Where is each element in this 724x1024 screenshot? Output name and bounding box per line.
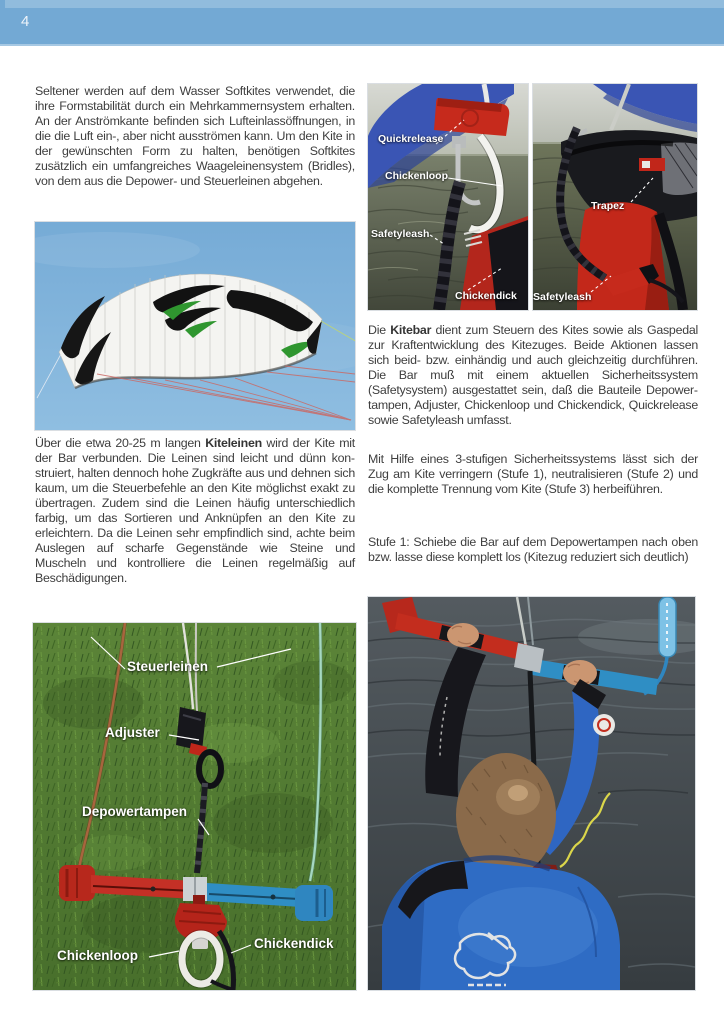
label-chickenloop: Chickenloop: [385, 170, 449, 182]
kitebar-term: Kitebar: [390, 323, 432, 337]
label-adjuster: Adjuster: [105, 725, 160, 740]
label-safetyleash: Safetyleash: [371, 228, 430, 240]
softkite-photo-illustration: [35, 222, 355, 430]
page-header-bar: [0, 0, 724, 46]
header-light-stripe: [5, 0, 724, 8]
harness-detail-photo-left: [368, 84, 528, 310]
label-steuerleinen: Steuerleinen: [127, 659, 209, 674]
label-chickendick: Chickendick: [455, 290, 517, 302]
label-chickendick-grass: Chickendick: [254, 936, 334, 951]
paragraph-kitebar-post: dient zum Steuern des Kites sowie als Gaspedal zur Kraftentwicklung des Kitezuges. Beide Aktionen lassen sich beid- bzw. einhändig und auch gleichzeitig durchführen. Die Bar muß mit einem aktuellen Sicherheitssystem (Safetysystem) ausgestattet sein, daß die Bauteile Depowertampen, Adjuster, Chickenloop und Chickendick, Quickrelease sowie Safetyleash umfasst.: [368, 323, 698, 427]
paragraph-kitebar: [368, 323, 698, 428]
paragraph-kiteleinen: [35, 436, 355, 586]
label-safetyleash-right: Safetyleash: [533, 291, 592, 303]
rider-depower-illustration: [368, 597, 695, 990]
paragraph-kiteleinen-post: wird der Kite mit der Bar verbunden. Die Leinen sind leicht und dünn konstruiert, halten dennoch hohe Zugkräfte aus und dehnen sich kaum, um die Steuerbefehle an den Kite möglichst exakt zu übertragen. Zudem sind die Leinen häufig unterschiedlich farbig, um das Sortieren und Anknüpfen an den Kite zu erleichtern. Da die Leinen sehr empfindlich sind, achte beim Auslegen auf scharfe Gegenstände wie Steine und Muscheln und kontrolliere die Leinen regelmäßig auf Beschädigungen.: [35, 436, 355, 585]
softkite-photo: [35, 222, 355, 430]
paragraph-kiteleinen-pre: Über die etwa 20-25 m langen: [35, 436, 206, 450]
harness-right-illustration: [533, 84, 697, 310]
harness-detail-photo-right: [533, 84, 697, 310]
kitebar-grass-photo: [33, 623, 356, 990]
label-quickrelease: Quickrelease: [378, 133, 444, 145]
paragraph-safetysystem: Mit Hilfe eines 3-stufigen Sicherheitssystems lässt sich der Zug am Kite verringern (Stufe 1), neutralisieren (Stufe 2) und die komplette Trennung vom Kite (Stufe 3) herbeiführen.: [368, 452, 698, 496]
harness-left-illustration: [368, 84, 528, 310]
paragraph-stufe1: Stufe 1: Schiebe die Bar auf dem Depowertampen nach oben bzw. lasse diese komplett los (Kitezug reduziert sich deutlich): [368, 535, 698, 564]
paragraph-softkites: Seltener werden auf dem Wasser Softkites verwendet, die ihre Formstabilität durch ein Mehrkammernsystem erhalten. An der Anströmkante befinden sich Lufteinlassöffnungen, in die die Luft ein-, aber nicht ausströmen kann. Um den Kite in der gewünschten Form zu halten, benötigen Softkites zusätzlich ein umfangreiches Waageleinensystem (Bridles), von dem aus die Depower- und Steuerleinen abgehen.: [35, 84, 355, 188]
label-trapez: Trapez: [591, 200, 625, 212]
page-number: 4: [21, 13, 30, 30]
kiteleinen-term: Kiteleinen: [205, 436, 262, 450]
label-chickenloop-grass: Chickenloop: [57, 948, 139, 963]
paragraph-kitebar-pre: Die: [368, 323, 391, 337]
rider-depower-photo: [368, 597, 695, 990]
label-depowertampen: Depowertampen: [82, 804, 188, 819]
